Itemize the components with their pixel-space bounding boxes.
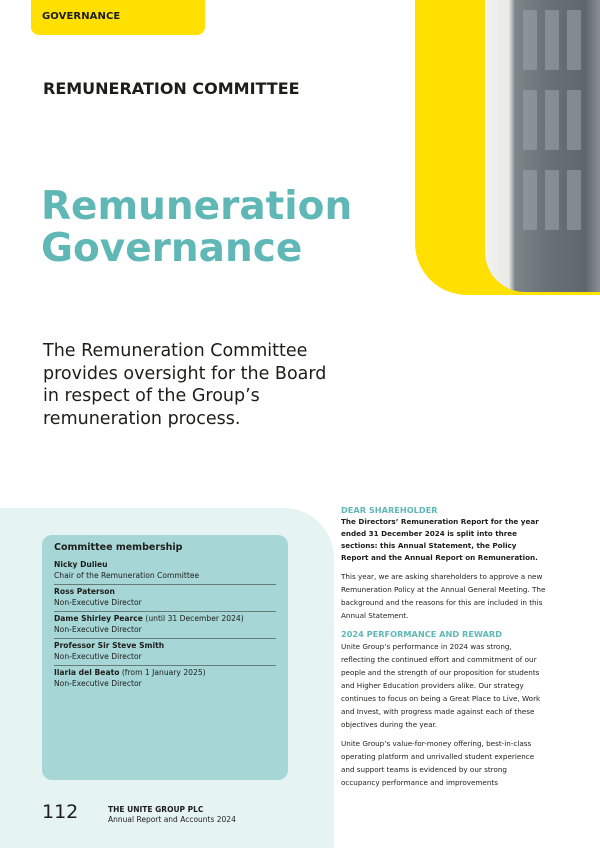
member-role: Non-Executive Director: [54, 679, 142, 688]
member-divider: [54, 611, 276, 612]
member-role: Non-Executive Director: [54, 598, 142, 607]
page-title: [41, 186, 352, 270]
body-paragraph: Unite Group’s value-for-money offering, best-in-class operating platform and unrivalled student experience and support teams is evidenced by our strong occupancy performance and improvements: [341, 739, 535, 787]
member-name: Ross Paterson: [54, 587, 115, 596]
member-divider: [54, 638, 276, 639]
member-divider: [54, 665, 276, 666]
member-entry: [54, 613, 276, 639]
member-entry: [54, 559, 276, 585]
dear-shareholder-heading: DEAR SHAREHOLDER: [341, 505, 438, 515]
section-tab-label: GOVERNANCE: [42, 11, 121, 22]
member-entry: [54, 640, 276, 666]
section-heading: REMUNERATION COMMITTEE: [43, 79, 300, 98]
header-photo: [485, 0, 600, 292]
performance-heading: 2024 PERFORMANCE AND REWARD: [341, 629, 503, 639]
member-divider: [54, 584, 276, 585]
member-role: Non-Executive Director: [54, 625, 142, 634]
member-role: Chair of the Remuneration Committee: [54, 571, 200, 580]
intro-statement: The Remuneration Committee provides oversight for the Board in respect of the Group’s remuneration process.: [43, 341, 327, 429]
member-name: Ilaria del Beato (from 1 January 2025): [54, 668, 206, 677]
header-image-frame: [415, 0, 600, 295]
page-number: 112: [42, 801, 79, 823]
page-title-line-1: Remuneration: [41, 184, 353, 229]
footer-report-title: Annual Report and Accounts 2024: [108, 815, 236, 824]
footer-company: THE UNITE GROUP PLC: [108, 805, 204, 814]
committee-membership-heading: Committee membership: [54, 542, 183, 553]
member-name: Nicky Dulieu: [54, 560, 108, 569]
member-entry: [54, 586, 276, 612]
member-name: Dame Shirley Pearce (until 31 December 2024): [54, 614, 244, 623]
section-tab: [31, 0, 205, 35]
body-paragraph: Unite Group’s performance in 2024 was strong, reflecting the continued effort and commitment of our people and the strength of our proposition for students and Higher Education providers alike. Our strategy continues to focus on being a Great Place to Live, Work and Invest, with progress made against each of these objectives during the year.: [341, 642, 541, 729]
page-title-line-2: Governance: [41, 226, 303, 271]
member-name: Professor Sir Steve Smith: [54, 641, 165, 650]
lead-paragraph: The Directors’ Remuneration Report for the year ended 31 December 2024 is split into three sections: this Annual Statement, the Policy Report and the Annual Report on Remuneration.: [341, 517, 539, 562]
body-paragraph: This year, we are asking shareholders to approve a new Remuneration Policy at the Annual General Meeting. The background and the reasons for this are included in this Annual Statement.: [341, 572, 546, 620]
statement-column: [341, 504, 546, 789]
member-role: Non-Executive Director: [54, 652, 142, 661]
member-entry: [54, 667, 276, 693]
committee-membership-box: [42, 535, 288, 780]
